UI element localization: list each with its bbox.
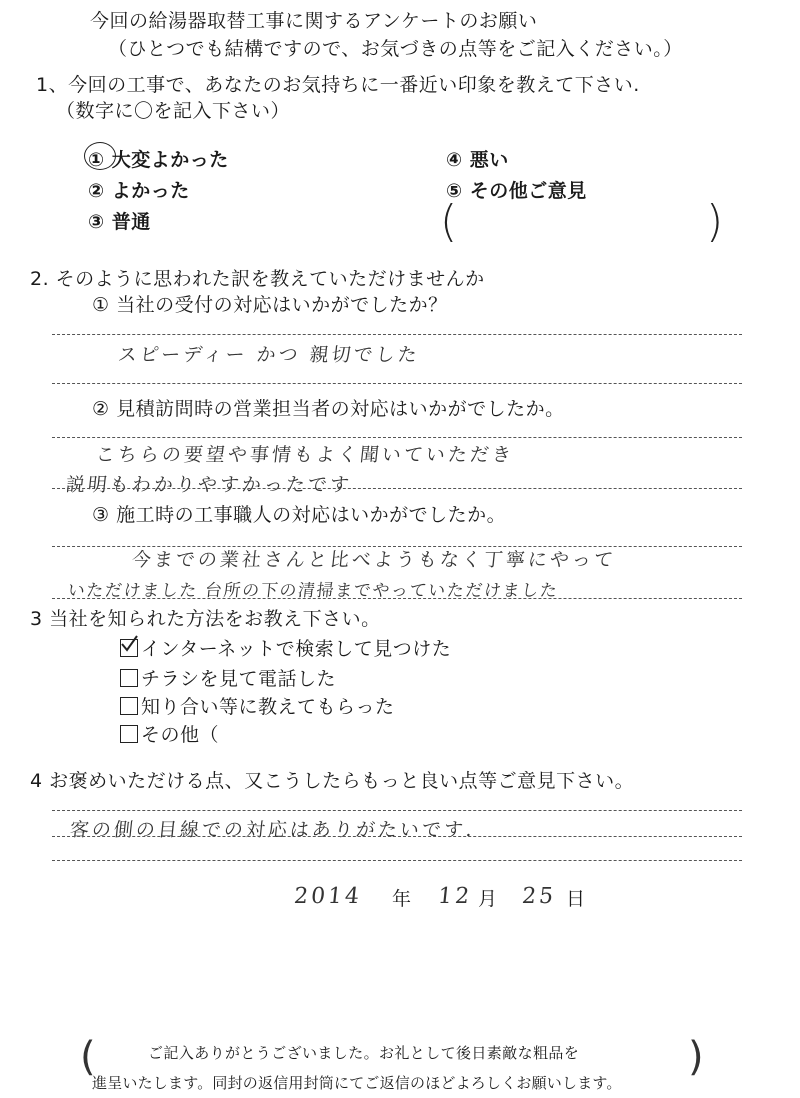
answer-line	[52, 383, 742, 384]
checkbox-icon[interactable]	[120, 669, 138, 687]
q1-option-5[interactable]: ⑤ その他ご意見	[446, 180, 587, 202]
q3-option-label: チラシを見て電話した	[141, 668, 337, 690]
footer-open-bracket: (	[80, 1034, 96, 1080]
footer-line-2: 進呈いたします。同封の返信用封筒にてご返信のほどよろしくお願いします。	[92, 1074, 622, 1092]
q3-option-other[interactable]	[120, 720, 219, 747]
answer-line	[52, 836, 742, 837]
checkbox-icon[interactable]	[120, 697, 138, 715]
footer-close-bracket: )	[688, 1034, 704, 1080]
q2-sub2-answer-line2: 説明もわかりやすかったです	[64, 474, 354, 496]
checkbox-icon[interactable]	[120, 725, 138, 743]
q3-option-acquaintance[interactable]	[120, 692, 395, 719]
date-year-value: 2014	[292, 884, 364, 909]
survey-subtitle: （ひとつでも結構ですので、お気づきの点等をご記入ください。）	[108, 38, 683, 60]
answer-line	[52, 437, 742, 438]
q1-option-1[interactable]: ① 大変よかった	[88, 149, 229, 171]
answer-line	[52, 810, 742, 811]
q3-question: 3 当社を知られた方法をお教え下さい。	[30, 608, 381, 630]
date-day-value: 25	[520, 884, 558, 909]
answer-line	[52, 334, 742, 335]
q3-option-label: 知り合い等に教えてもらった	[141, 696, 395, 718]
q2-sub2-answer-line1: こちらの要望や事情もよく聞いていただき	[94, 444, 516, 466]
q2-sub3-answer-line1: 今までの業社さんと比べようもなく丁寧にやって	[130, 549, 618, 571]
q1-other-close-paren: )	[706, 196, 724, 247]
date-month-label: 月	[478, 888, 498, 910]
answer-line	[52, 598, 742, 599]
q3-option-label: インターネットで検索して見つけた	[141, 638, 452, 660]
q1-other-open-paren: (	[440, 196, 458, 247]
q2-sub1-answer: スピーディー かつ 親切でした	[116, 344, 421, 366]
footer-line-1: ご記入ありがとうございました。お礼として後日素敵な粗品を	[148, 1044, 580, 1062]
date-month-value: 12	[436, 884, 474, 909]
checkbox-checked-icon[interactable]	[120, 639, 138, 657]
q1-option-2[interactable]: ② よかった	[88, 180, 190, 202]
date-day-label: 日	[566, 888, 586, 910]
q3-option-flyer[interactable]	[120, 664, 336, 691]
q4-answer: 客の側の目線での対応はありがたいです.	[68, 819, 477, 841]
q4-question: 4 お褒めいただける点、又こうしたらもっと良い点等ご意見下さい。	[30, 770, 635, 792]
q1-option-4[interactable]: ④ 悪い	[446, 149, 509, 171]
answer-line	[52, 860, 742, 861]
q2-sub1: ① 当社の受付の対応はいかがでしたか？	[92, 294, 448, 316]
q3-option-internet[interactable]	[120, 634, 451, 661]
q1-option-3[interactable]: ③ 普通	[88, 211, 151, 233]
q2-sub2: ② 見積訪問時の営業担当者の対応はいかがでしたか。	[92, 398, 565, 420]
q3-option-label: その他（	[141, 724, 220, 746]
q1-instruction: （数字に〇を記入下さい）	[56, 100, 291, 122]
survey-title: 今回の給湯器取替工事に関するアンケートのお願い	[90, 10, 538, 32]
date-year-label: 年	[392, 888, 412, 910]
q2-question: 2. そのように思われた訳を教えていただけませんか	[30, 268, 485, 290]
answer-line	[52, 488, 742, 489]
q2-sub3-answer-line2: いただけました 台所の下の清掃までやっていただけました	[66, 581, 560, 601]
q1-question: 1、今回の工事で、あなたのお気持ちに一番近い印象を教えて下さい.	[36, 74, 640, 96]
q2-sub3: ③ 施工時の工事職人の対応はいかがでしたか。	[92, 504, 507, 526]
